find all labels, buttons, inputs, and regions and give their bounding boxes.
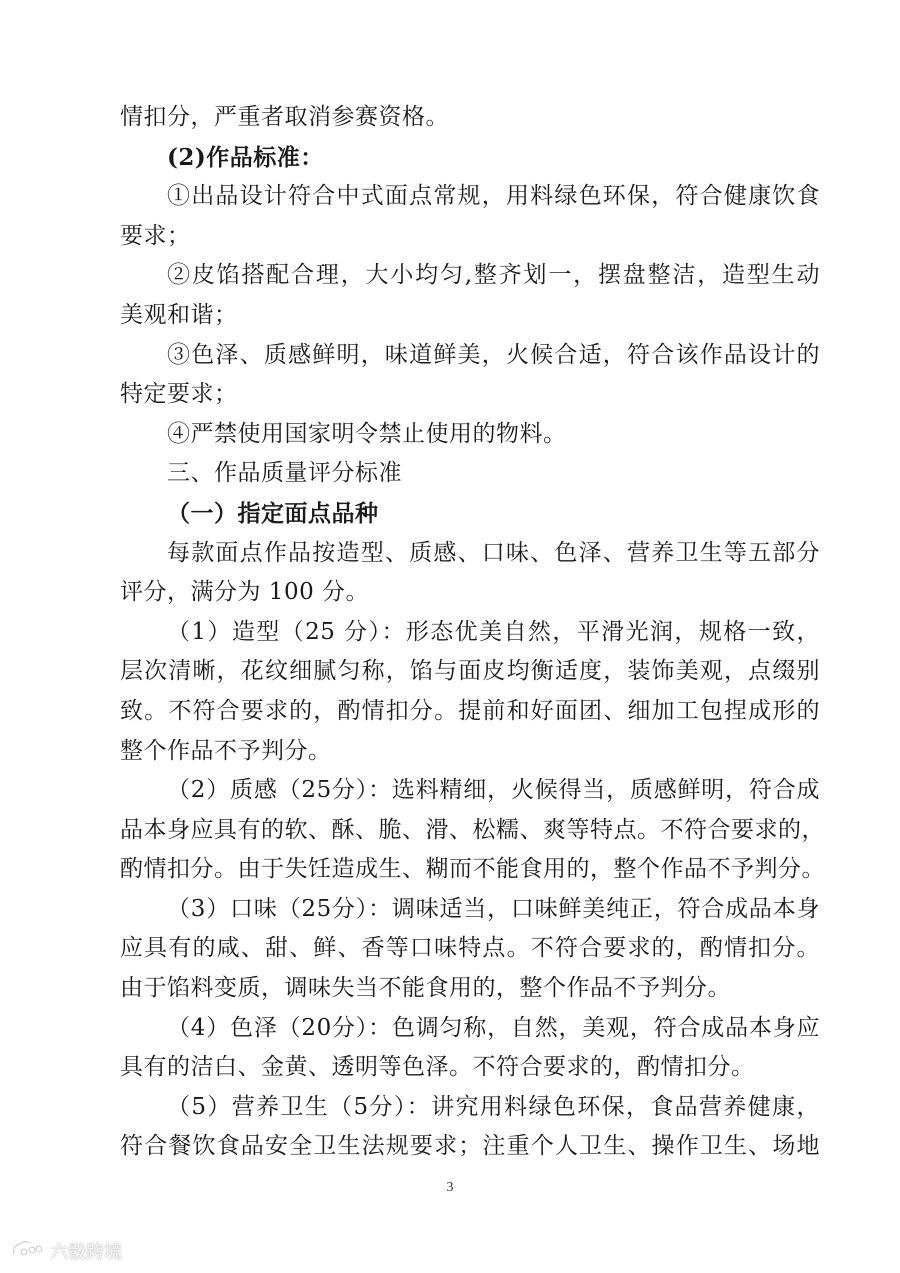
text-line: （4）色泽（20分）：色调匀称，自然，美观，符合成品本身应 [167,1014,820,1041]
text-line: 整个作品不予判分。 [120,737,332,764]
section-heading: (2)作品标准： [167,143,324,171]
watermark [10,1236,122,1266]
text-line: 要求； [120,222,191,249]
text-line: ③色泽、质感鲜明，味道鲜美，火候合适，符合该作品设计的 [167,341,820,368]
text-line: 品本身应具有的软、酥、脆、滑、松糯、爽等特点。不符合要求的， [120,816,825,843]
text-line: 由于馅料变质，调味失当不能食用的，整个作品不予判分。 [120,975,731,1002]
text-line: 层次清晰，花纹细腻匀称，馅与面皮均衡适度，装饰美观，点缀别 [120,658,820,685]
text-line: 情扣分，严重者取消参赛资格。 [120,104,449,130]
text-line: 每款面点作品按造型、质感、口味、色泽、营养卫生等五部分 [167,539,820,566]
document-body [120,98,825,1167]
text-line: ①出品设计符合中式面点常规，用料绿色环保，符合健康饮食 [167,183,820,210]
text-line: 应具有的咸、甜、鲜、香等口味特点。不符合要求的，酌情扣分。 [120,935,820,962]
section-heading: 三、作品质量评分标准 [167,460,402,487]
text-line: 特定要求； [120,381,238,408]
text-line: 具有的洁白、金黄、透明等色泽。不符合要求的，酌情扣分。 [120,1054,755,1081]
section-heading: （一）指定面点品种 [167,499,379,527]
dice-logo-icon [10,1238,44,1264]
text-line: （1）造型（25 分）：形态优美自然，平滑光润，规格一致， [167,618,820,645]
text-line: 致。不符合要求的，酌情扣分。提前和好面团、细加工包捏成形的 [120,697,820,724]
text-line: 酌情扣分。由于失饪造成生、糊而不能食用的，整个作品不予判分。 [120,856,825,883]
text-line: ④严禁使用国家明令禁止使用的物料。 [167,420,567,447]
text-line: 评分，满分为 100 分。 [120,579,370,606]
text-line: 美观和谐； [120,301,238,328]
text-line: 符合餐饮食品安全卫生法规要求；注重个人卫生、操作卫生、场地 [120,1133,820,1160]
watermark-text: 六骰跨境 [50,1242,122,1263]
text-line: （2）质感（25分）：选料精细，火候得当，质感鲜明，符合成 [167,777,820,804]
page-number: 3 [446,1180,454,1195]
text-line: ②皮馅搭配合理，大小均匀,整齐划一，摆盘整洁，造型生动 [167,262,820,289]
text-line: （5）营养卫生（5分）：讲究用料绿色环保，食品营养健康， [167,1093,820,1120]
text-line: （3）口味（25分）：调味适当，口味鲜美纯正，符合成品本身 [167,895,820,922]
